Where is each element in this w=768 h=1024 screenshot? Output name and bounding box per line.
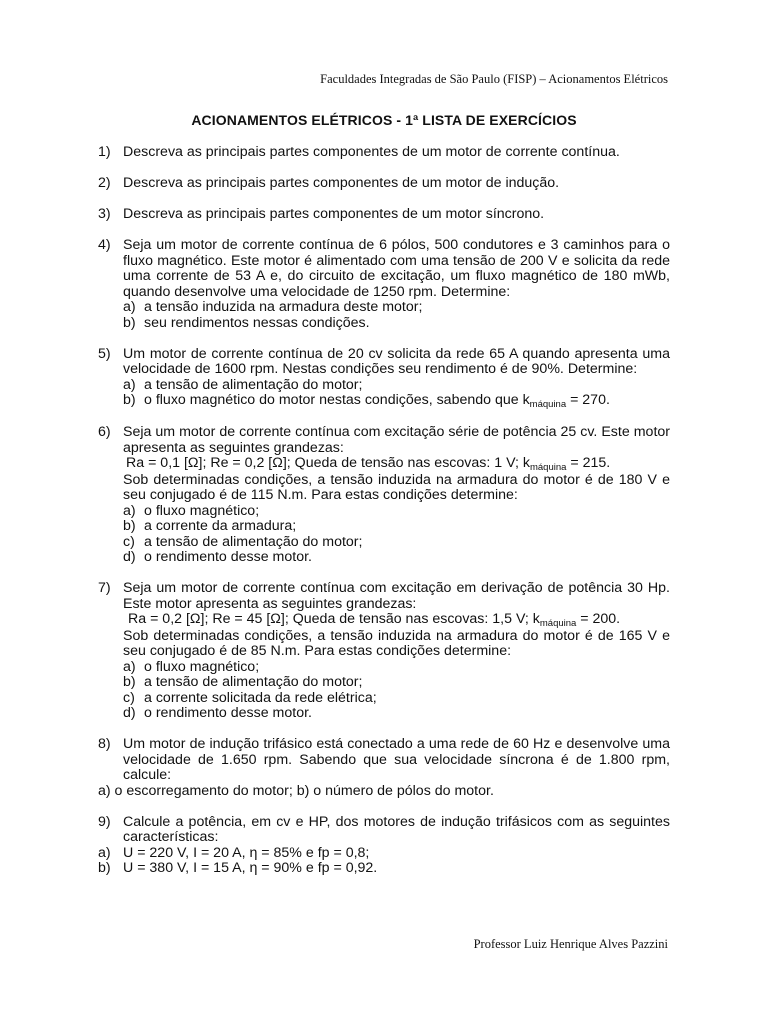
question-2 — [98, 176, 670, 192]
subitem-letter: b) — [123, 674, 136, 690]
question-text-continued: Sob determinadas condições, a tensão induzida na armadura do motor é de 180 V e seu conjugado é de 115 N.m. Para estas condições determine: — [123, 471, 670, 503]
subitem-text: o rendimento desse motor. — [144, 549, 312, 565]
subitem-text: seu rendimentos nessas condições. — [144, 314, 370, 331]
subitem-letter: a) — [123, 299, 136, 315]
subitem-b — [98, 861, 670, 877]
question-text: Calcule a potência, em cv e HP, dos motores de indução trifásicos com as seguintes características: — [123, 813, 670, 845]
page-footer: Professor Luiz Henrique Alves Pazzini — [473, 937, 668, 951]
subitem-text: o fluxo magnético do motor nestas condições, sabendo que k — [144, 392, 530, 408]
subitem-letter: c) — [123, 689, 135, 706]
subscript-maquina: máquina — [529, 462, 567, 473]
question-8 — [98, 737, 670, 799]
question-6 — [98, 425, 670, 566]
question-number: 4) — [98, 237, 111, 253]
subitem-letter: d) — [123, 705, 136, 721]
question-text: Descreva as principais partes componentes de um motor de indução. — [123, 175, 560, 191]
subitem-letter: b) — [123, 518, 136, 534]
subitem-text: U = 380 V, I = 15 A, η = 90% e fp = 0,92. — [123, 860, 378, 876]
subitem-text: a tensão de alimentação do motor; — [144, 533, 363, 550]
subitem-a — [123, 378, 670, 394]
subscript-maquina: máquina — [539, 618, 577, 629]
subitem-a — [123, 660, 670, 676]
question-5 — [98, 347, 670, 410]
parameters-text: Ra = 0,2 [Ω]; Re = 45 [Ω]; Queda de tensão nas escovas: 1,5 V; k — [128, 611, 540, 627]
question-number: 2) — [98, 175, 111, 191]
question-number: 3) — [98, 206, 111, 222]
parameters-tail: = 200. — [576, 611, 621, 627]
subitem-letter: a) — [123, 502, 136, 519]
subitem-letter: b) — [123, 392, 136, 408]
motor-parameters — [123, 612, 670, 629]
subitem-b — [123, 316, 670, 332]
subscript-maquina: máquina — [529, 399, 567, 410]
subitem-text: o rendimento desse motor. — [144, 705, 312, 721]
question-number: 1) — [98, 144, 111, 160]
subitem-a — [123, 504, 670, 520]
page-title: ACIONAMENTOS ELÉTRICOS - 1ª LISTA DE EXERCÍCIOS — [191, 112, 577, 128]
subitem-letter: c) — [123, 533, 135, 550]
subitem-letter: b) — [98, 860, 111, 876]
question-text: Seja um motor de corrente contínua de 6 pólos, 500 condutores e 3 caminhos para o fluxo magnético. Este motor é alimentado com uma tensão de 200 V e solicita da rede uma corrente de 53 A e, do circuito de excitação, um fluxo magnético de 180 mWb, quando desenvolve uma velocidade de 1250 rpm. Determine: — [123, 237, 670, 300]
subitem-text: a corrente solicitada da rede elétrica; — [144, 689, 377, 706]
question-4 — [98, 238, 670, 331]
subitem-text: o fluxo magnético; — [144, 502, 260, 519]
subitem-letter: a) — [98, 844, 111, 861]
parameters-tail: = 215. — [566, 455, 611, 471]
motor-parameters — [123, 456, 670, 473]
subitem-text: a tensão de alimentação do motor; — [144, 376, 363, 393]
subitem-letter: b) — [123, 314, 136, 331]
page-header: Faculdades Integradas de São Paulo (FISP) – Acionamentos Elétricos — [320, 72, 668, 86]
question-7 — [98, 581, 670, 722]
exercise-list — [98, 145, 670, 892]
subitem-a — [98, 846, 670, 862]
question-1 — [98, 145, 670, 161]
subitem-a — [123, 300, 670, 316]
question-text: Seja um motor de corrente contínua com excitação série de potência 25 cv. Este motor apresenta as seguintes grandezas: — [123, 424, 670, 456]
question-answers-line: a) o escorregamento do motor; b) o número de pólos do motor. — [98, 782, 494, 799]
subitem-d — [123, 550, 670, 566]
question-text: Um motor de corrente contínua de 20 cv solicita da rede 65 A quando apresenta uma velocidade de 1600 rpm. Nestas condições seu rendimento é de 90%. Determine: — [123, 345, 670, 377]
question-3 — [98, 207, 670, 223]
subitem-b — [123, 393, 670, 410]
question-9 — [98, 815, 670, 877]
parameters-text: Ra = 0,1 [Ω]; Re = 0,2 [Ω]; Queda de tensão nas escovas: 1 V; k — [126, 455, 530, 471]
subitem-text: U = 220 V, I = 20 A, η = 85% e fp = 0,8; — [123, 844, 370, 861]
question-text: Descreva as principais partes componentes de um motor de corrente contínua. — [123, 144, 620, 160]
question-text: Descreva as principais partes componentes de um motor síncrono. — [123, 206, 545, 222]
subitem-text-tail: = 270. — [566, 392, 610, 408]
subitem-text: o fluxo magnético; — [144, 658, 260, 675]
subitem-letter: d) — [123, 549, 136, 565]
question-text: Seja um motor de corrente contínua com excitação em derivação de potência 30 Hp. Este motor apresenta as seguintes grandezas: — [123, 580, 670, 612]
question-number: 6) — [98, 424, 111, 440]
subitem-c — [123, 691, 670, 707]
question-number: 8) — [98, 736, 111, 752]
subitem-letter: a) — [123, 658, 136, 675]
question-number: 7) — [98, 580, 111, 596]
subitem-b — [123, 519, 670, 535]
subitem-text: a tensão de alimentação do motor; — [144, 674, 363, 690]
question-text-continued: Sob determinadas condições, a tensão induzida na armadura do motor é de 165 V e seu conjugado é de 85 N.m. Para estas condições determine: — [123, 627, 670, 659]
question-number: 9) — [98, 813, 111, 830]
subitem-text: a corrente da armadura; — [144, 518, 297, 534]
subitem-c — [123, 535, 670, 551]
subitem-letter: a) — [123, 376, 136, 393]
subitem-text: a tensão induzida na armadura deste motor; — [144, 299, 423, 315]
subitem-d — [123, 706, 670, 722]
question-text: Um motor de indução trifásico está conectado a uma rede de 60 Hz e desenvolve uma velocidade de 1.650 rpm. Sabendo que sua velocidade síncrona é de 1.800 rpm, calcule: — [123, 736, 670, 783]
question-number: 5) — [98, 345, 111, 362]
subitem-b — [123, 675, 670, 691]
